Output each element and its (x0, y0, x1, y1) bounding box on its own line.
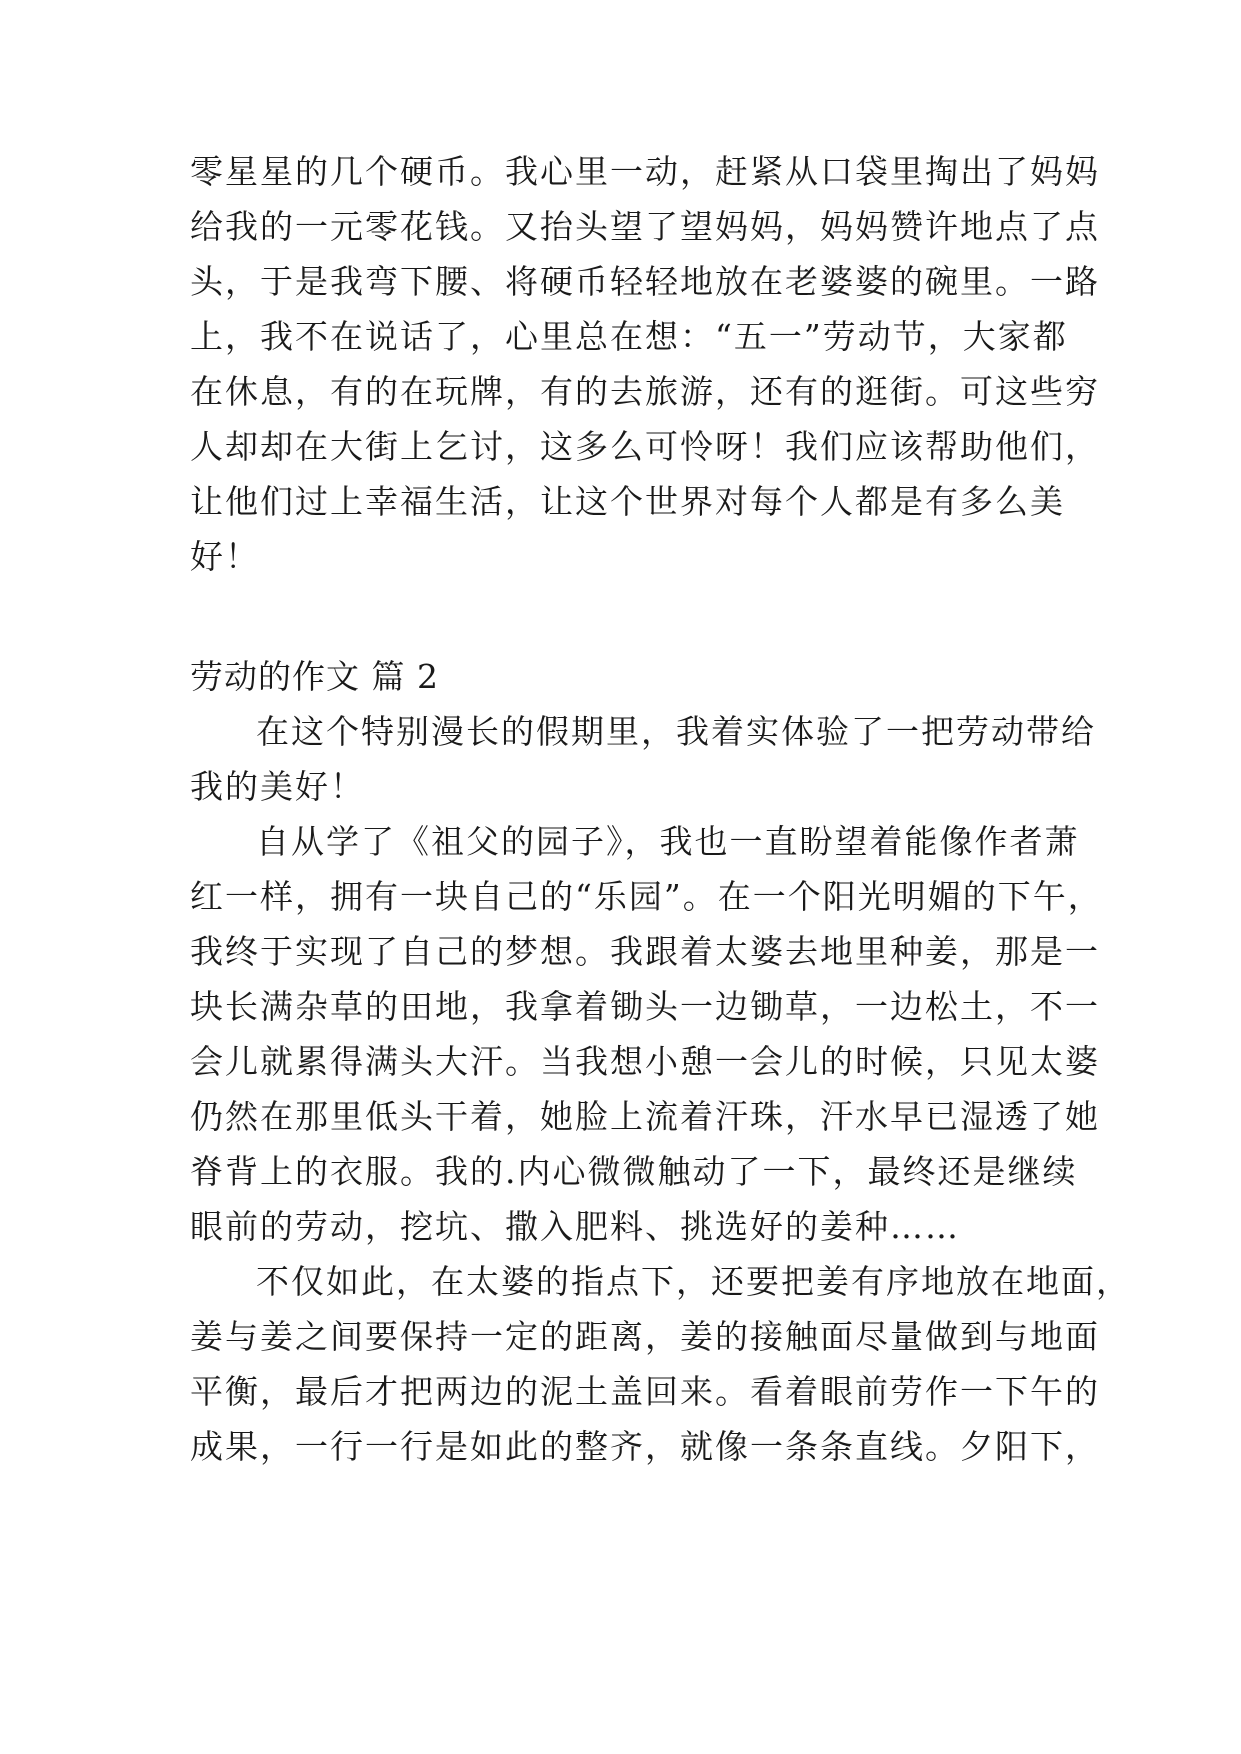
paragraph-first-line: 在这个特别漫长的假期里，我着实体验了一把劳动带给 (256, 712, 1096, 751)
section-heading: 劳动的作文 篇 2 (190, 657, 439, 696)
text-line: 红一样，拥有一块自己的“乐园”。在一个阳光明媚的下午， (190, 877, 1103, 916)
text-line: 头，于是我弯下腰、将硬币轻轻地放在老婆婆的碗里。一路 (190, 262, 1100, 301)
text-line: 姜与姜之间要保持一定的距离，姜的接触面尽量做到与地面 (190, 1317, 1100, 1356)
text-line: 上，我不在说话了，心里总在想：“五一”劳动节，大家都 (190, 317, 1068, 356)
text-line: 块长满杂草的田地，我拿着锄头一边锄草，一边松土，不一 (190, 987, 1100, 1026)
text-line: 好！ (190, 537, 260, 576)
text-line: 给我的一元零花钱。又抬头望了望妈妈，妈妈赞许地点了点 (190, 207, 1100, 246)
text-line: 仍然在那里低头干着，她脸上流着汗珠，汗水早已湿透了她 (190, 1097, 1100, 1136)
text-line: 让他们过上幸福生活，让这个世界对每个人都是有多么美 (190, 482, 1065, 521)
text-line: 我的美好！ (190, 767, 365, 806)
paragraph-first-line: 不仅如此，在太婆的指点下，还要把姜有序地放在地面， (256, 1262, 1131, 1301)
text-line: 人却却在大街上乞讨，这多么可怜呀！我们应该帮助他们， (190, 427, 1100, 466)
text-line: 脊背上的衣服。我的.内心微微触动了一下，最终还是继续 (190, 1152, 1078, 1191)
text-line: 我终于实现了自己的梦想。我跟着太婆去地里种姜，那是一 (190, 932, 1100, 971)
text-line: 平衡，最后才把两边的泥土盖回来。看着眼前劳作一下午的 (190, 1372, 1100, 1411)
paragraph-first-line: 自从学了《祖父的园子》，我也一直盼望着能像作者萧 (256, 822, 1080, 861)
text-line: 眼前的劳动，挖坑、撒入肥料、挑选好的姜种…… (190, 1207, 960, 1246)
text-line: 会儿就累得满头大汗。当我想小憩一会儿的时候，只见太婆 (190, 1042, 1100, 1081)
text-line: 零星星的几个硬币。我心里一动，赶紧从口袋里掏出了妈妈 (190, 152, 1100, 191)
text-line: 在休息，有的在玩牌，有的去旅游，还有的逛街。可这些穷 (190, 372, 1100, 411)
text-line: 成果，一行一行是如此的整齐，就像一条条直线。夕阳下， (190, 1427, 1100, 1466)
